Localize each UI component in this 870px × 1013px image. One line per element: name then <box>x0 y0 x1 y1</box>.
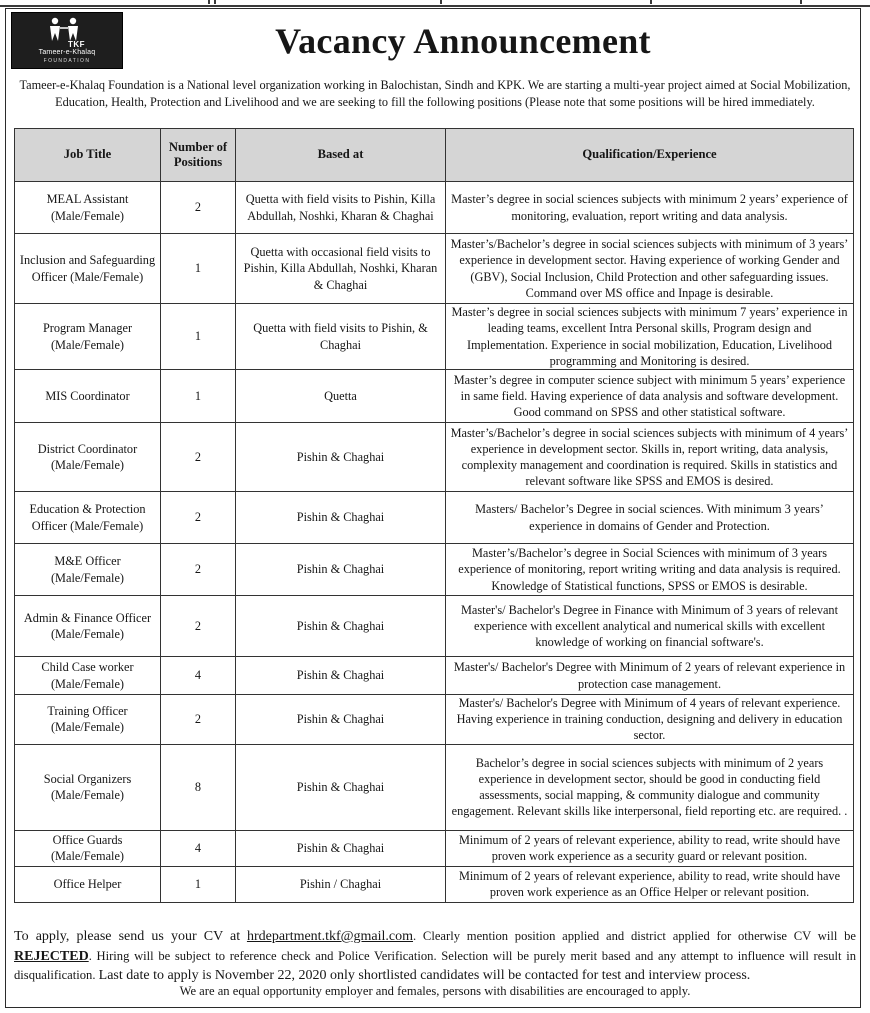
logo-mark: TKF <box>68 40 86 49</box>
table-row <box>15 304 854 370</box>
deadline-text: Last date to apply is November 22, 2020 only shortlisted candidates will be contacted for test and interview process. <box>98 968 751 983</box>
job-title-cell: District Coordinator (Male/Female) <box>15 423 161 492</box>
positions-cell: 2 <box>161 596 236 657</box>
logo-subtitle: FOUNDATION <box>43 58 91 64</box>
mention-text: . Clearly mention position applied and district applied for otherwise CV will be <box>413 929 856 943</box>
header-qualification: Qualification/Experience <box>446 129 854 182</box>
positions-cell: 2 <box>161 544 236 596</box>
location-cell: Quetta <box>236 370 446 423</box>
qualification-cell: Master’s degree in computer science subject with minimum 5 years’ experience in same field. Having experience of data analysis and software development. Good command on SPSS and other statistical software. <box>446 370 854 423</box>
location-cell: Pishin / Chaghai <box>236 866 446 902</box>
table-row <box>15 370 854 423</box>
positions-cell: 1 <box>161 304 236 370</box>
vacancy-table <box>14 128 854 903</box>
header-job-title: Job Title <box>15 129 161 182</box>
qualification-cell: Master’s/Bachelor’s degree in Social Sciences with minimum of 3 years experience of monitoring, report writing writing and data analysis is required. Knowledge of Statistical functions, SPSS or EMOS is desirable. <box>446 544 854 596</box>
table-row <box>15 695 854 745</box>
positions-cell: 2 <box>161 423 236 492</box>
job-title-cell: Inclusion and Safeguarding Officer (Male/Female) <box>15 234 161 304</box>
qualification-cell: Master's/ Bachelor's Degree with Minimum of 4 years of relevant experience. Having experience in training conduction, designing and delivery in education sector. <box>446 695 854 745</box>
job-title-cell: Social Organizers (Male/Female) <box>15 744 161 830</box>
location-cell: Pishin & Chaghai <box>236 492 446 544</box>
qualification-cell: Minimum of 2 years of relevant experience, ability to read, write should have proven work experience as a security guard or relevant position. <box>446 830 854 866</box>
equal-opportunity-note: We are an equal opportunity employer and females, persons with disabilities are encouraged to apply. <box>179 984 691 998</box>
location-cell: Quetta with field visits to Pishin, Killa Abdullah, Noshki, Kharan & Chaghai <box>236 182 446 234</box>
qualification-cell: Master’s degree in social sciences subjects with minimum 7 years’ experience in leading teams, excellent Intra Personal skills, Program design and Implementation. Experience in social mobilization, Education, Livelihood programming and Monitoring is desired. <box>446 304 854 370</box>
apply-prefix: To apply, please send us your CV at <box>14 929 241 944</box>
email-link[interactable]: hrdepartment.tkf@gmail.com <box>246 929 414 944</box>
positions-cell: 8 <box>161 744 236 830</box>
table-row <box>15 423 854 492</box>
page-title: Vacancy Announcement <box>275 21 651 61</box>
job-title-cell: Office Helper <box>15 866 161 902</box>
positions-cell: 1 <box>161 370 236 423</box>
qualification-cell: Minimum of 2 years of relevant experience, ability to read, write should have proven work experience as an Office Helper or relevant position. <box>446 866 854 902</box>
positions-cell: 2 <box>161 182 236 234</box>
table-header-row <box>15 129 854 182</box>
location-cell: Pishin & Chaghai <box>236 544 446 596</box>
apply-instructions <box>14 927 856 986</box>
job-title-cell: MIS Coordinator <box>15 370 161 423</box>
header-based-at: Based at <box>236 129 446 182</box>
positions-cell: 1 <box>161 234 236 304</box>
job-title-cell: MEAL Assistant (Male/Female) <box>15 182 161 234</box>
positions-cell: 1 <box>161 866 236 902</box>
qualification-cell: Bachelor’s degree in social sciences subjects with minimum of 2 years experience in development sector, should be good in conducting field assessments, social mapping, & community dialogue and community engagement. Relevant skills like interpersonal, field reporting etc. are required. . <box>446 744 854 830</box>
location-cell: Pishin & Chaghai <box>236 596 446 657</box>
table-row <box>15 830 854 866</box>
hiring-text: . Hiring will be subject to reference check and Police Verification. Selection will be purely merit based and any attempt to influence will result in disqualification. <box>14 948 856 982</box>
positions-cell: 2 <box>161 492 236 544</box>
location-cell: Quetta with occasional field visits to Pishin, Killa Abdullah, Noshki, Kharan & Chaghai <box>236 234 446 304</box>
qualification-cell: Master’s degree in social sciences subjects with minimum 2 years’ experience of monitoring, evaluation, report writing and data analysis. <box>446 182 854 234</box>
table-row <box>15 596 854 657</box>
table-row <box>15 234 854 304</box>
location-cell: Pishin & Chaghai <box>236 830 446 866</box>
table-row <box>15 657 854 695</box>
job-title-cell: Office Guards (Male/Female) <box>15 830 161 866</box>
job-title-cell: Child Case worker (Male/Female) <box>15 657 161 695</box>
table-row <box>15 492 854 544</box>
job-title-cell: Admin & Finance Officer (Male/Female) <box>15 596 161 657</box>
job-title-cell: Training Officer (Male/Female) <box>15 695 161 745</box>
qualification-cell: Master's/ Bachelor's Degree with Minimum of 2 years of relevant experience in protection case management. <box>446 657 854 695</box>
location-cell: Pishin & Chaghai <box>236 423 446 492</box>
logo-name: Tameer-e-Khalaq <box>38 49 96 56</box>
table-row <box>15 182 854 234</box>
header-positions: Number of Positions <box>161 129 236 182</box>
positions-cell: 4 <box>161 830 236 866</box>
qualification-cell: Masters/ Bachelor’s Degree in social sciences. With minimum 3 years’ experience in domains of Gender and Protection. <box>446 492 854 544</box>
qualification-cell: Master’s/Bachelor’s degree in social sciences subjects with minimum of 4 years’ experience in development sector. Skills in, report writing, data analysis, complexity management and coordination is required. Skills in statistics and relevant software like SPSS and EMOS is desired. <box>446 423 854 492</box>
positions-cell: 4 <box>161 657 236 695</box>
positions-cell: 2 <box>161 695 236 745</box>
location-cell: Pishin & Chaghai <box>236 744 446 830</box>
table-row <box>15 866 854 902</box>
vacancy-rows <box>15 182 854 903</box>
table-row <box>15 544 854 596</box>
intro-paragraph: Tameer-e-Khalaq Foundation is a National level organization working in Balochistan, Sindh and KPK. We are starting a multi-year project aimed at Social Mobilization, Education, Health, Protection and Livelihood and we are seeking to fill the following positions (Please note that some positions will be hired immediately. <box>19 78 851 109</box>
qualification-cell: Master's/ Bachelor's Degree in Finance with Minimum of 3 years of relevant experience with excellent analytical and numerical skills with excellent knowledge of working on financial software's. <box>446 596 854 657</box>
job-title-cell: Program Manager (Male/Female) <box>15 304 161 370</box>
job-title-cell: Education & Protection Officer (Male/Female) <box>15 492 161 544</box>
top-strip <box>0 0 870 7</box>
location-cell: Pishin & Chaghai <box>236 695 446 745</box>
qualification-cell: Master’s/Bachelor’s degree in social sciences subjects with minimum of 3 years’ experience in development sector. Having experience of working Gender and (GBV), Social Inclusion, Child Protection and other safeguarding issues. Command over MS office and Inpage is desirable. <box>446 234 854 304</box>
location-cell: Pishin & Chaghai <box>236 657 446 695</box>
table-row <box>15 744 854 830</box>
location-cell: Quetta with field visits to Pishin, & Chaghai <box>236 304 446 370</box>
rejected-label: REJECTED <box>14 948 89 964</box>
job-title-cell: M&E Officer (Male/Female) <box>15 544 161 596</box>
